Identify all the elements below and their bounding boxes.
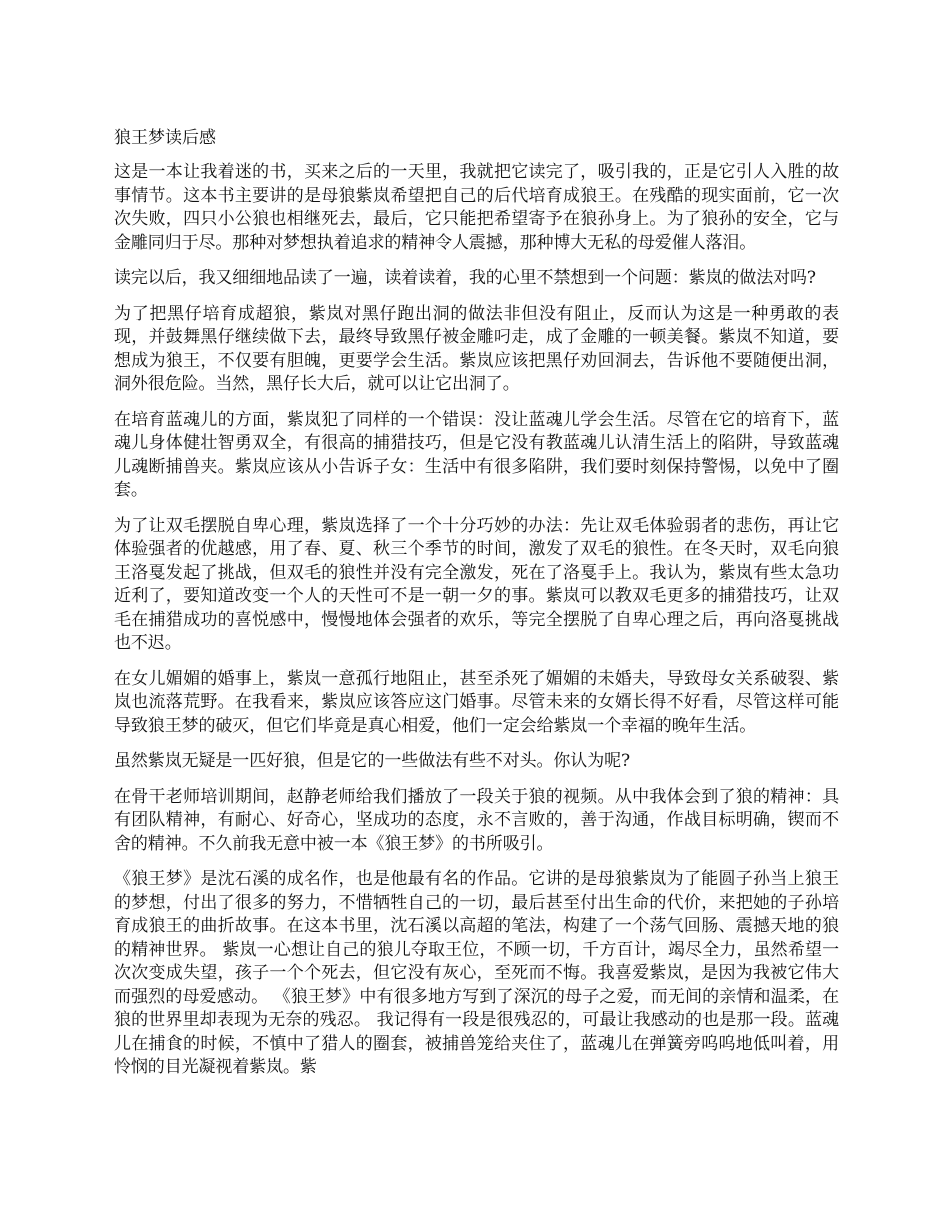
document-page: [114, 127, 839, 1092]
paragraph-8: 在骨干老师培训期间，赵静老师给我们播放了一段关于狼的视频。从中我体会到了狼的精神：具有团队精神，有耐心、好奇心，坚成功的态度，永不言败的，善于沟通，作战目标明确，锲而不舍的精神。不久前我无意中被一本《狼王梦》的书所吸引。: [114, 786, 839, 854]
paragraph-2: 读完以后，我又细细地品读了一遍，读着读着，我的心里不禁想到一个问题：紫岚的做法对吗?: [114, 268, 816, 288]
paragraph-6: 在女儿媚媚的婚事上，紫岚一意孤行地阻止，甚至杀死了媚媚的未婚夫，导致母女关系破裂、紫岚也流落荒野。在我看来，紫岚应该答应这门婚事。尽管未来的女婿长得不好看，尽管这样可能导致狼王梦的破灭，但它们毕竟是真心相爱，他们一定会给紫岚一个幸福的晚年生活。: [114, 668, 839, 736]
paragraph-3: 为了把黑仔培育成超狼，紫岚对黑仔跑出洞的做法非但没有阻止，反而认为这是一种勇敢的表现，并鼓舞黑仔继续做下去，最终导致黑仔被金雕叼走，成了金雕的一顿美餐。紫岚不知道，要想成为狼王，不仅要有胆魄，更要学会生活。紫岚应该把黑仔劝回洞去，告诉他不要随便出洞，洞外很危险。当然，黑仔长大后，就可以让它出洞了。: [114, 303, 839, 394]
document-title: 狼王梦读后感: [114, 128, 216, 148]
paragraph-4: 在培育蓝魂儿的方面，紫岚犯了同样的一个错误：没让蓝魂儿学会生活。尽管在它的培育下，蓝魂儿身体健壮智勇双全，有很高的捕猎技巧，但是它没有教蓝魂儿认清生活上的陷阱，导致蓝魂儿魂断捕兽夹。紫岚应该从小告诉子女：生活中有很多陷阱，我们要时刻保持警惕，以免中了圈套。: [114, 409, 839, 500]
paragraph-7: 虽然紫岚无疑是一匹好狼，但是它的一些做法有些不对头。你认为呢?: [114, 751, 631, 771]
paragraph-5: 为了让双毛摆脱自卑心理，紫岚选择了一个十分巧妙的办法：先让双毛体验弱者的悲伤，再让它体验强者的优越感，用了春、夏、秋三个季节的时间，激发了双毛的狼性。在冬天时，双毛向狼王洛戛发起了挑战，但双毛的狼性并没有完全激发，死在了洛戛手上。我认为，紫岚有些太急功近利了，要知道改变一个人的天性可不是一朝一夕的事。紫岚可以教双毛更多的捕猎技巧，让双毛在捕猎成功的喜悦感中，慢慢地体会强者的欢乐，等完全摆脱了自卑心理之后，再向洛戛挑战也不迟。: [114, 515, 839, 653]
paragraph-9: 《狼王梦》是沈石溪的成名作，也是他最有名的作品。它讲的是母狼紫岚为了能圆子孙当上狼王的梦想，付出了很多的努力，不惜牺牲自己的一切，最后甚至付出生命的代价，来把她的子孙培育成狼王的曲折故事。在这本书里，沈石溪以高超的笔法，构建了一个荡气回肠、震撼天地的狼的精神世界。 紫岚一心想让自己的狼儿夺取王位，不顾一切，千方百计，竭尽全力，虽然希望一次次变成失望，孩子一个个死去，但它没有灰心，至死而不悔。我喜爱紫岚，是因为我被它伟大而强烈的母爱感动。 《狼王梦》中有很多地方写到了深沉的母子之爱，而无间的亲情和温柔，在狼的世界里却表现为无奈的残忍。 我记得有一段是很残忍的，可最让我感动的也是那一段。蓝魂儿在捕食的时候，不慎中了猎人的圈套，被捕兽笼给夹住了，蓝魂儿在弹簧旁呜呜地低叫着，用怜悯的目光凝视着紫岚。紫: [114, 869, 839, 1077]
paragraph-1: 这是一本让我着迷的书，买来之后的一天里，我就把它读完了，吸引我的，正是它引人入胜的故事情节。这本书主要讲的是母狼紫岚希望把自己的后代培育成狼王。在残酷的现实面前，它一次次失败，四只小公狼也相继死去，最后，它只能把希望寄予在狼孙身上。为了狼孙的安全，它与金雕同归于尽。那种对梦想执着追求的精神令人震撼，那种博大无私的母爱催人落泪。: [114, 162, 839, 253]
